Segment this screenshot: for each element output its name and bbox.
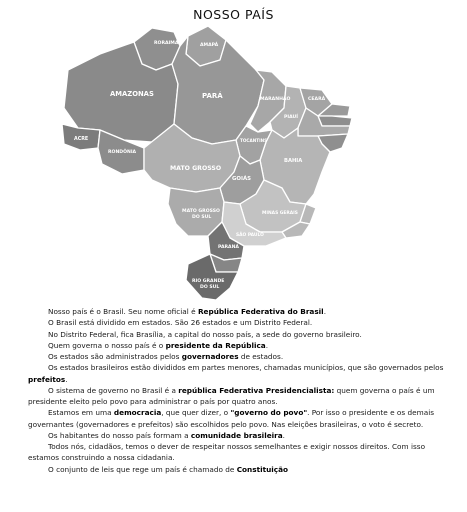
label-amazonas: AMAZONAS xyxy=(110,90,154,98)
text-segment: . xyxy=(65,374,68,384)
text-segment: Os habitantes do nosso país formam a xyxy=(48,430,191,440)
bold-term: prefeitos xyxy=(28,374,66,384)
text-segment: . xyxy=(265,340,269,350)
label-rio-grande-do-sul: RIO GRANDE DO SUL xyxy=(192,279,225,290)
label-roraima: RORAIMA xyxy=(154,41,179,46)
text-segment: Estamos em uma xyxy=(48,408,114,418)
paragraph xyxy=(28,306,452,317)
label-amapa: AMAPÁ xyxy=(200,43,219,48)
paragraph xyxy=(28,441,452,464)
state-pb xyxy=(318,116,352,126)
text-segment: Os estados brasileiros estão divididos em partes menores, chamadas municípios, que são governados pelos xyxy=(48,363,444,373)
label-goias: GOIÁS xyxy=(232,176,252,182)
text-content xyxy=(28,306,452,475)
label-sao-paulo: SÃO PAULO xyxy=(236,233,264,238)
label-acre: ACRE xyxy=(74,137,89,142)
text-segment: Os estados são administrados pelos xyxy=(48,352,182,361)
bold-term: governadores xyxy=(181,352,239,361)
label-ceara: CEARÁ xyxy=(308,97,326,102)
paragraph xyxy=(28,317,452,328)
paragraph xyxy=(28,340,452,351)
text-segment: No Distrito Federal, fica Brasília, a capital do nosso país, a sede do governo brasileiro. xyxy=(48,329,362,339)
label-minas-gerais: MINAS GERAIS xyxy=(262,211,298,216)
bold-term: Constituição xyxy=(236,464,289,474)
label-piaui: PIAUÍ xyxy=(284,115,298,120)
text-segment: O sistema de governo no Brasil é a xyxy=(48,385,179,395)
text-segment: quem governa o país é um presidente eleito pelo povo para administrar o país por quatro anos. xyxy=(28,385,435,406)
text-segment: O Brasil está dividido em estados. São 26 estados e um Distrito Federal. xyxy=(48,318,313,328)
label-parana: PARANÁ xyxy=(218,245,239,250)
paragraph xyxy=(28,430,452,441)
page-title: NOSSO PAÍS xyxy=(193,7,274,22)
bold-term: democracia xyxy=(113,408,162,418)
paragraph xyxy=(28,329,452,340)
text-segment: O conjunto de leis que rege um país é chamado de xyxy=(48,464,237,474)
label-mato-grosso: MATO GROSSO xyxy=(170,165,222,172)
paragraph xyxy=(28,351,452,362)
paragraph xyxy=(28,385,452,408)
text-segment: Todos nós, cidadãos, temos o dever de respeitar nossos semelhantes e exigir nossos direitos. Com isso estamos construindo a nossa cidadania. xyxy=(28,442,426,463)
text-segment: de estados. xyxy=(238,352,284,361)
label-rondonia: RONDÔNIA xyxy=(108,150,137,155)
bold-term: presidente da República xyxy=(165,340,266,350)
text-segment: . xyxy=(323,307,327,316)
bold-term: república Federativa Presidencialista: xyxy=(178,385,335,395)
text-segment: , que quer dizer, o xyxy=(161,408,231,418)
paragraph xyxy=(28,362,452,385)
paragraph xyxy=(28,464,452,475)
paragraph xyxy=(28,407,452,430)
bold-term: República Federativa do Brasil xyxy=(197,307,324,316)
label-mato-grosso-do-sul: MATO GROSSO DO SUL xyxy=(182,209,220,220)
text-segment: Quem governa o nosso país é o xyxy=(48,340,166,350)
bold-term: "governo do povo" xyxy=(230,408,308,418)
brazil-map xyxy=(60,24,390,302)
label-bahia: BAHIA xyxy=(284,158,303,164)
label-maranhao: MARANHÃO xyxy=(260,97,291,102)
label-tocantins: TOCANTINS xyxy=(240,138,268,143)
bold-term: comunidade brasileira xyxy=(190,430,283,440)
text-segment: Nosso país é o Brasil. Seu nome oficial é xyxy=(48,307,198,316)
text-segment: . Por isso o presidente e os demais governantes (governadores e prefeitos) são escolhidos pelo povo. Nas eleições brasileiras, o voto é secreto. xyxy=(28,408,435,429)
label-para: PARÁ xyxy=(202,92,223,100)
text-segment: . xyxy=(282,430,285,440)
